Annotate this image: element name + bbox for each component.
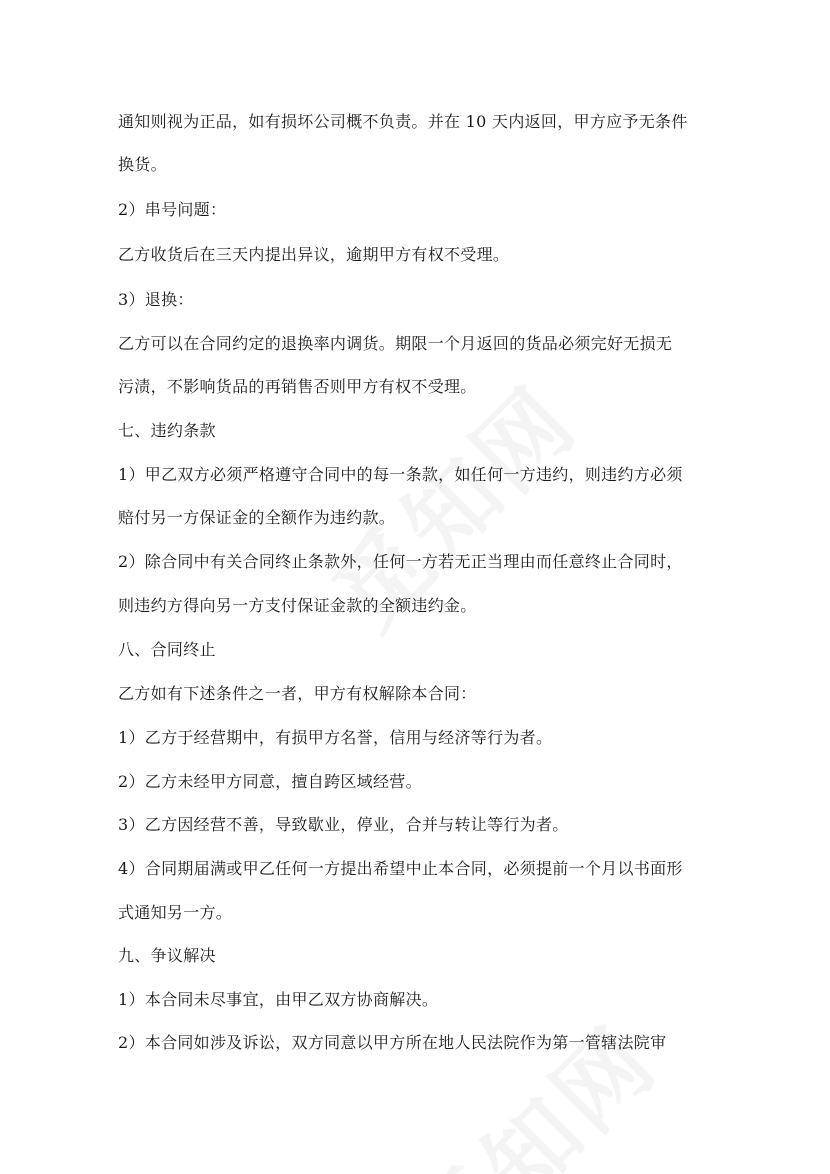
paragraph-line: 乙方如有下述条件之一者，甲方有权解除本合同： xyxy=(118,684,477,703)
paragraph-line: 1）甲乙双方必须严格遵守合同中的每一条款，如任何一方违约，则违约方必须 xyxy=(118,465,683,484)
section-heading: 八、合同终止 xyxy=(118,640,216,659)
list-item: 4）合同期届满或甲乙任何一方提出希望中止本合同，必须提前一个月以书面形 xyxy=(118,859,683,878)
paragraph-line: 换货。 xyxy=(118,155,167,174)
paragraph-line: 污渍，不影响货品的再销售否则甲方有权不受理。 xyxy=(118,377,477,396)
list-item: 1）乙方于经营期中，有损甲方名誉，信用与经济等行为者。 xyxy=(118,728,553,747)
list-item: 3）乙方因经营不善，导致歇业，停业，合并与转让等行为者。 xyxy=(118,815,569,834)
paragraph-line: 则违约方得向另一方支付保证金款的全额违约金。 xyxy=(118,596,477,615)
paragraph-line: 2）除合同中有关合同终止条款外，任何一方若无正当理由而任意终止合同时， xyxy=(118,552,683,571)
paragraph-line: 通知则视为正品，如有损坏公司概不负责。并在 10 天内返回，甲方应予无条件 xyxy=(118,112,688,131)
section-heading: 七、违约条款 xyxy=(118,421,216,440)
list-item: 2）本合同如涉及诉讼，双方同意以甲方所在地人民法院作为第一管辖法院审 xyxy=(118,1033,667,1052)
list-item: 2）乙方未经甲方同意，擅自跨区域经营。 xyxy=(118,772,422,791)
list-item-heading: 3）退换： xyxy=(118,290,194,309)
section-heading: 九、争议解决 xyxy=(118,946,216,965)
paragraph-line: 式通知另一方。 xyxy=(118,903,233,922)
paragraph-line: 赔付另一方保证金的全额作为违约款。 xyxy=(118,508,396,527)
list-item: 1）本合同未尽事宜，由甲乙双方协商解决。 xyxy=(118,990,439,1009)
paragraph-line: 乙方收货后在三天内提出异议，逾期甲方有权不受理。 xyxy=(118,245,510,264)
list-item-heading: 2）串号问题： xyxy=(118,200,227,219)
watermark xyxy=(380,992,681,1174)
paragraph-line: 乙方可以在合同约定的退换率内调货。期限一个月返回的货品必须完好无损无 xyxy=(118,334,673,353)
